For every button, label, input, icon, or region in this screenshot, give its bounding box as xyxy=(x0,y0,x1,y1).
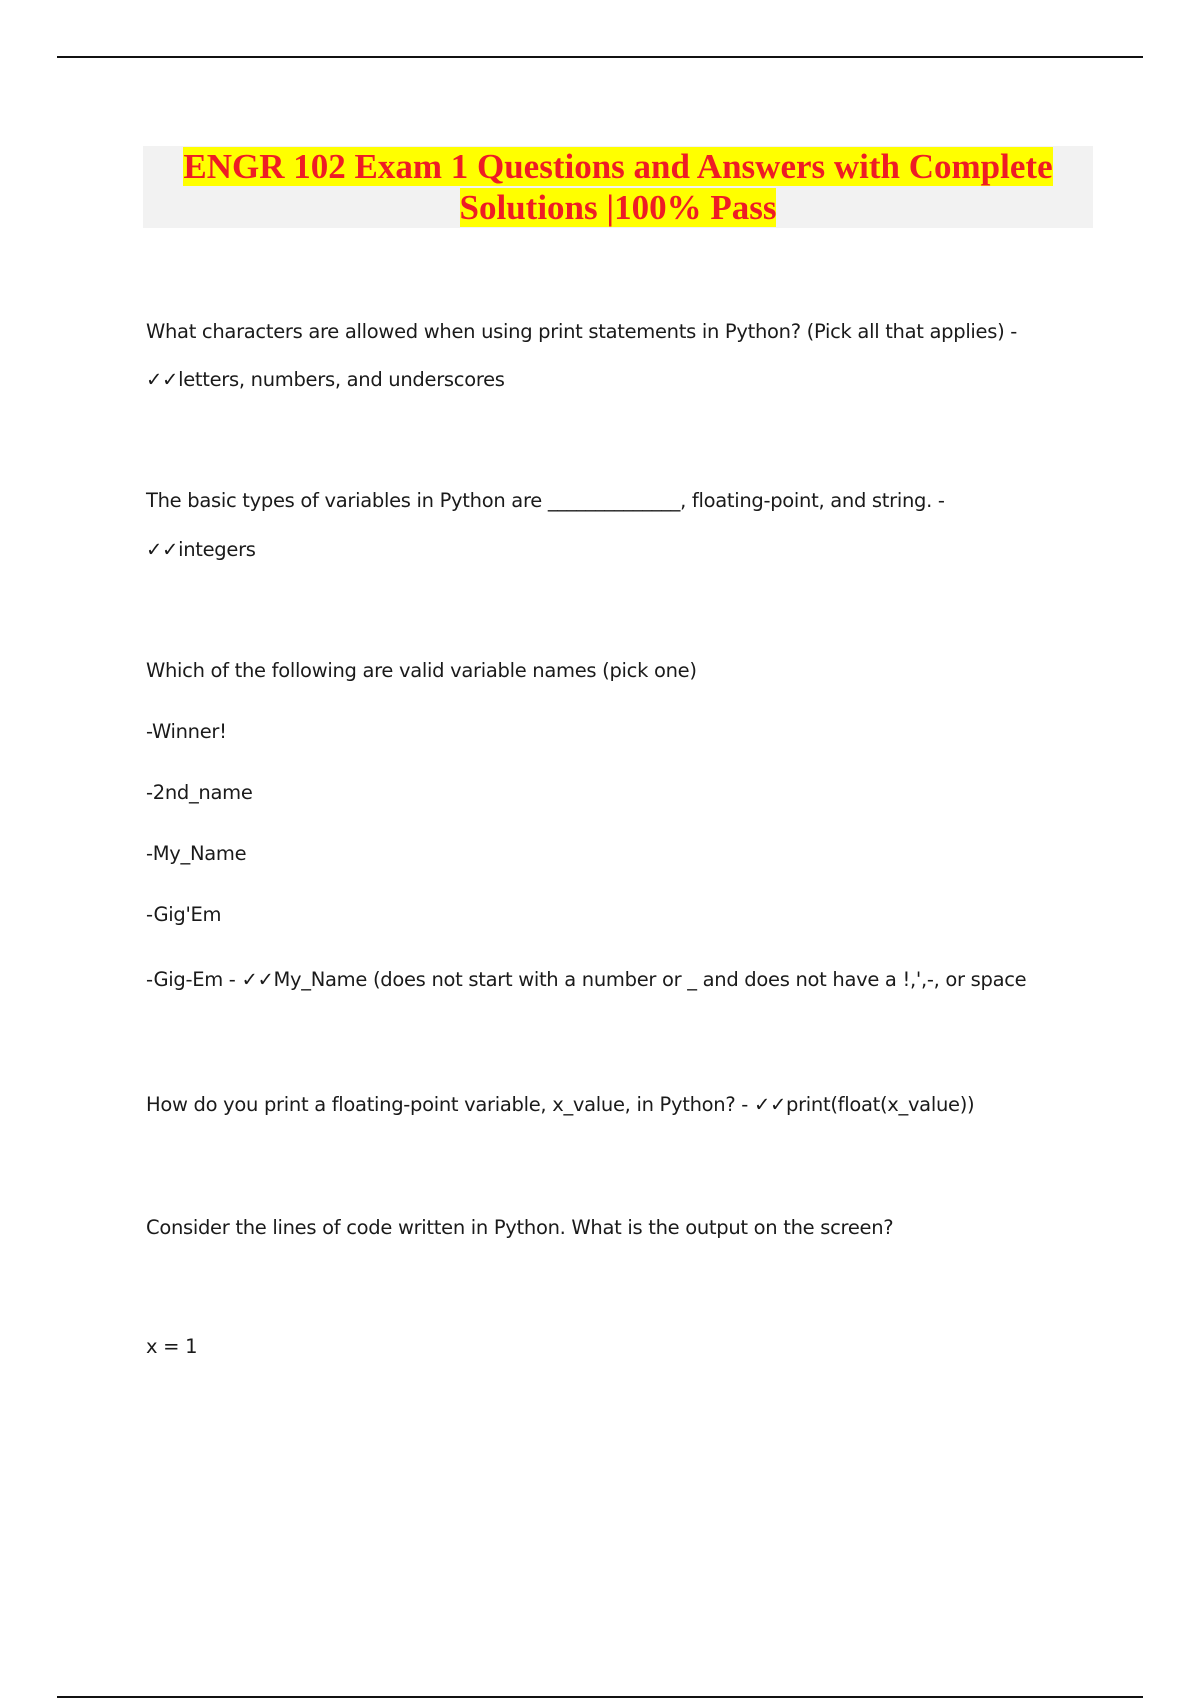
answer-2-text: integers xyxy=(178,538,256,561)
answer-1-text: letters, numbers, and underscores xyxy=(178,368,505,391)
answer-3-text: My_Name (does not start with a number or _ and does not have a !,',-, or space xyxy=(273,968,1027,991)
answer-4-text: print(float(x_value)) xyxy=(786,1093,975,1116)
option-3: -My_Name xyxy=(146,842,247,865)
answer-1 xyxy=(146,368,505,391)
option-1: -Winner! xyxy=(146,720,227,743)
question-4: How do you print a floating-point variable, x_value, in Python? - xyxy=(146,1093,754,1116)
question-4-with-answer xyxy=(146,1093,974,1116)
option-5: -Gig-Em - xyxy=(146,968,242,991)
question-5: Consider the lines of code written in Python. What is the output on the screen? xyxy=(146,1216,894,1239)
option-5-with-answer xyxy=(146,968,1026,991)
option-2: -2nd_name xyxy=(146,781,253,804)
question-1: What characters are allowed when using print statements in Python? (Pick all that applies) - xyxy=(146,320,1018,343)
question-3: Which of the following are valid variable names (pick one) xyxy=(146,659,697,682)
question-2: The basic types of variables in Python are ______________, floating-point, and string. - xyxy=(146,489,945,512)
title-line-1: ENGR 102 Exam 1 Questions and Answers with Complete xyxy=(183,147,1053,186)
check-icon: ✓✓ xyxy=(753,1093,787,1116)
title-box xyxy=(143,146,1093,228)
option-4: -Gig'Em xyxy=(146,903,222,926)
title-line-2: Solutions |100% Pass xyxy=(459,188,777,227)
check-icon: ✓✓ xyxy=(146,368,179,391)
code-line: x = 1 xyxy=(146,1335,198,1358)
check-icon: ✓✓ xyxy=(241,968,274,991)
header-rule xyxy=(57,56,1143,58)
check-icon: ✓✓ xyxy=(146,538,179,561)
answer-2 xyxy=(146,538,256,561)
footer-rule xyxy=(57,1696,1143,1698)
